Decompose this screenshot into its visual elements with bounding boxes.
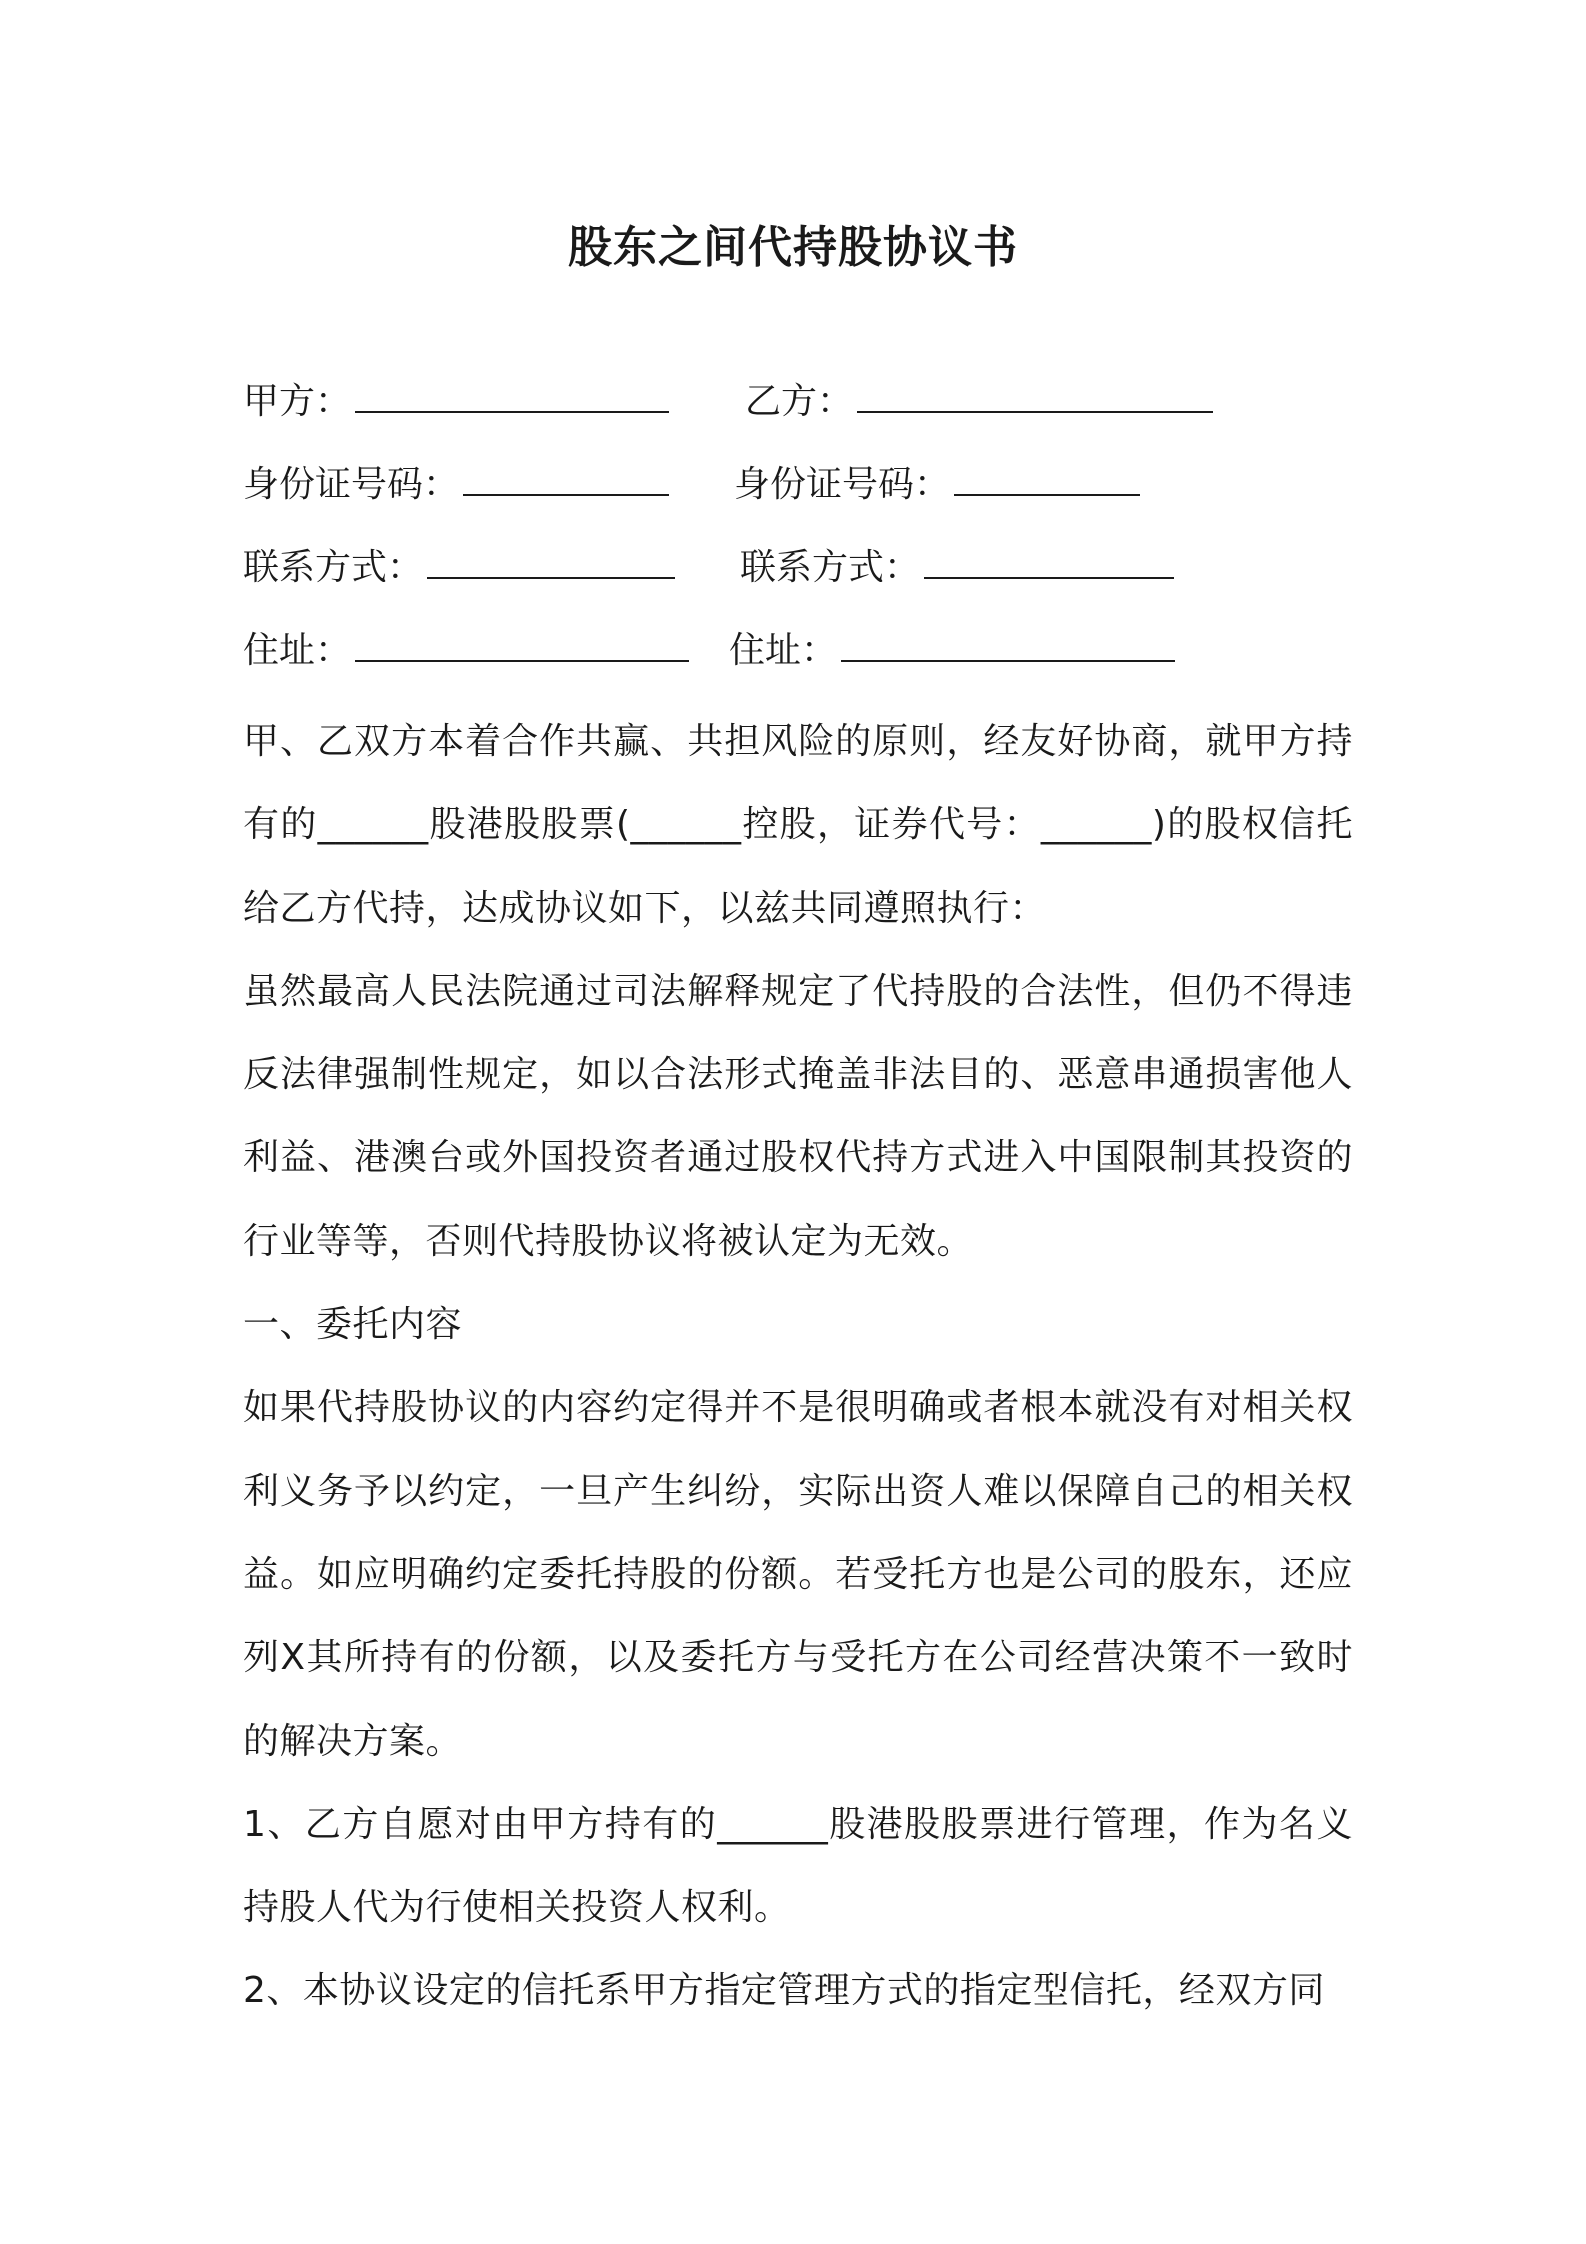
document-body xyxy=(243,700,1353,2033)
party-address-row xyxy=(0,621,1586,681)
party-a-name-label: 甲方： xyxy=(243,381,352,422)
entrustment-content-paragraph: 如果代持股协议的内容约定得并不是很明确或者根本就没有对相关权利义务予以约定，一旦产生纠纷，实际出资人难以保障自己的相关权益。如应明确约定委托持股的份额。若受托方也是公司的股东，还应列Ⅹ其所持有的份额，以及委托方与受托方在公司经营决策不一致时的解决方案。 xyxy=(243,1387,1353,1762)
party-a-contact xyxy=(243,538,675,598)
party-a-address xyxy=(243,621,689,681)
party-name-row xyxy=(0,372,1586,432)
party-a-contact-label: 联系方式： xyxy=(243,547,424,588)
party-a-id xyxy=(243,455,669,515)
party-b-contact-label: 联系方式： xyxy=(740,547,921,588)
party-a-name xyxy=(243,372,669,432)
party-a-id-field[interactable] xyxy=(463,460,669,496)
clause-2-paragraph: 2、本协议设定的信托系甲方指定管理方式的指定型信托，经双方同 xyxy=(243,1970,1325,2012)
party-b-id xyxy=(734,455,1140,515)
intro-paragraph: 甲、乙双方本着合作共赢、共担风险的原则，经友好协商，就甲方持有的______股港股股票(______控股，证券代号：______)的股权信托给乙方代持，达成协议如下，以兹共同遵照执行： xyxy=(243,721,1353,929)
party-b-address-label: 住址： xyxy=(729,630,838,671)
party-b-name xyxy=(745,372,1213,432)
party-a-name-field[interactable] xyxy=(355,377,669,413)
party-contact-row xyxy=(0,538,1586,598)
party-a-contact-field[interactable] xyxy=(427,543,675,579)
party-a-address-label: 住址： xyxy=(243,630,352,671)
party-b-contact-field[interactable] xyxy=(924,543,1174,579)
party-a-address-field[interactable] xyxy=(355,626,689,662)
legal-notice-paragraph: 虽然最高人民法院通过司法解释规定了代持股的合法性，但仍不得违反法律强制性规定，如以合法形式掩盖非法目的、恶意串通损害他人利益、港澳台或外国投资者通过股权代持方式进入中国限制其投资的行业等等，否则代持股协议将被认定为无效。 xyxy=(243,970,1353,1262)
party-b-contact xyxy=(740,538,1174,598)
document-title: 股东之间代持股协议书 xyxy=(568,222,1018,273)
party-b-id-field[interactable] xyxy=(954,460,1140,496)
party-a-id-label: 身份证号码： xyxy=(243,464,460,505)
party-b-name-field[interactable] xyxy=(857,377,1213,413)
party-id-row xyxy=(0,455,1586,515)
clause-1-paragraph: 1、乙方自愿对由甲方持有的______股港股股票进行管理，作为名义持股人代为行使相关投资人权利。 xyxy=(243,1803,1353,1929)
party-b-address-field[interactable] xyxy=(841,626,1175,662)
party-b-address xyxy=(729,621,1175,681)
party-b-id-label: 身份证号码： xyxy=(734,464,951,505)
party-b-name-label: 乙方： xyxy=(745,381,854,422)
section-heading-entrustment: 一、委托内容 xyxy=(243,1304,463,1346)
